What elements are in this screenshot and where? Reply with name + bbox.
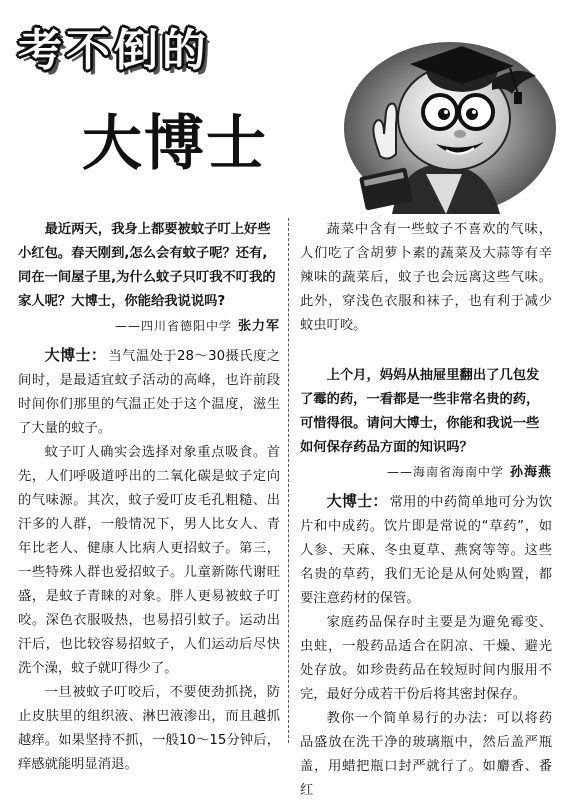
section-gap (300, 338, 552, 364)
question-2-school: ——海南省海南中学 (386, 465, 504, 479)
header-title-line2: 大博士 (82, 109, 268, 179)
reader-question-2: 上个月，妈妈从抽屉里翻出了几包发了霉的药，一看都是一些非常名贵的药，可惜得很。请问大博士，你能和我说一些如何保存药品方面的知识吗？ (300, 368, 540, 455)
right-column (300, 218, 552, 798)
question-2-author: 孙海燕 (509, 465, 552, 480)
answer-1-paragraph-3: 一旦被蚊子叮咬后，不要使劲抓挠，防止皮肤里的组织液、淋巴液渗出，而且越抓越痒。如果坚持不抓，一般10～15分钟后，痒感就能明显消退。 (18, 685, 280, 772)
answer-1-paragraph-4: 蔬菜中含有一些蚊子不喜欢的气味，人们吃了含胡萝卜素的蔬菜及大蒜等有辛辣味的蔬菜后，蚊子也会远离这些气味。此外，穿浅色衣服和袜子，也有利于减少蚊虫叮咬。 (300, 222, 552, 333)
doctor-mascot-illustration (322, 24, 560, 214)
answer-1-paragraph-2: 蚊子叮人确实会选择对象重点吸食。首先，人们呼吸道呼出的二氧化碳是蚊子定向的气味源。其次，蚊子爱叮皮毛孔粗糙、出汗多的人群，一般情况下，男人比女人、青年比老人、健康人比病人更招蚊子。第三，一些特殊人群也爱招蚊子。儿童新陈代谢旺盛，是蚊子青睐的对象。胖人更易被蚊子叮咬。深色衣服吸热，也易招引蚊子。运动出汗后，也比较容易招蚊子，人们运动后尽快洗个澡，蚊子就叮得少了。 (18, 445, 280, 676)
answer-2-paragraph-1 (300, 489, 552, 611)
answer-1-lead: 大博士： (44, 346, 107, 364)
question-1-school: ——四川省德阳中学 (114, 319, 232, 333)
answer-1-paragraph-1 (18, 343, 280, 441)
answer-2-paragraph-2: 家庭药品保存时主要是为避免霉变、虫蛀，一般药品适合在阴凉、干燥、避光处存放。如珍贵药品在较短时间内服用不完，最好分成若干份后将其密封保存。 (300, 615, 552, 702)
question-2-signature (300, 460, 552, 485)
answer-2-paragraph-3: 教你一个简单易行的办法：可以将药品盛放在洗干净的玻璃瓶中，然后盖严瓶盖，用蜡把瓶口封严就行了。如麝香、番红 (300, 711, 552, 798)
answer-2-paragraph-1-text: 常用的中药简单地可分为饮片和中成药。饮片即是常说的“草药”，如人参、天麻、冬虫夏草、燕窝等等。这些名贵的草药，我们无论是从何处购置，都要注意药材的保管。 (300, 495, 552, 606)
question-1-author: 张力军 (237, 319, 280, 334)
reader-question-1: 最近两天，我身上都要被蚊子叮上好些小红包。春天刚到,怎么会有蚊子呢？还有,同在一间屋子里,为什么蚊子只叮我不叮我的家人呢？大博士，你能给我说说吗? (18, 222, 276, 309)
header-title-line1: 考不倒的 (18, 25, 210, 76)
answer-1-paragraph-1-text: 当气温处于28～30摄氏度之间时，是最适宜蚊子活动的高峰，也许前段时间你们那里的气温正处于这个温度，滋生了大量的蚊子。 (18, 349, 280, 436)
left-column (18, 218, 280, 772)
question-1-signature (18, 314, 280, 339)
answer-2-lead: 大博士： (326, 492, 388, 510)
column-divider (288, 218, 289, 743)
